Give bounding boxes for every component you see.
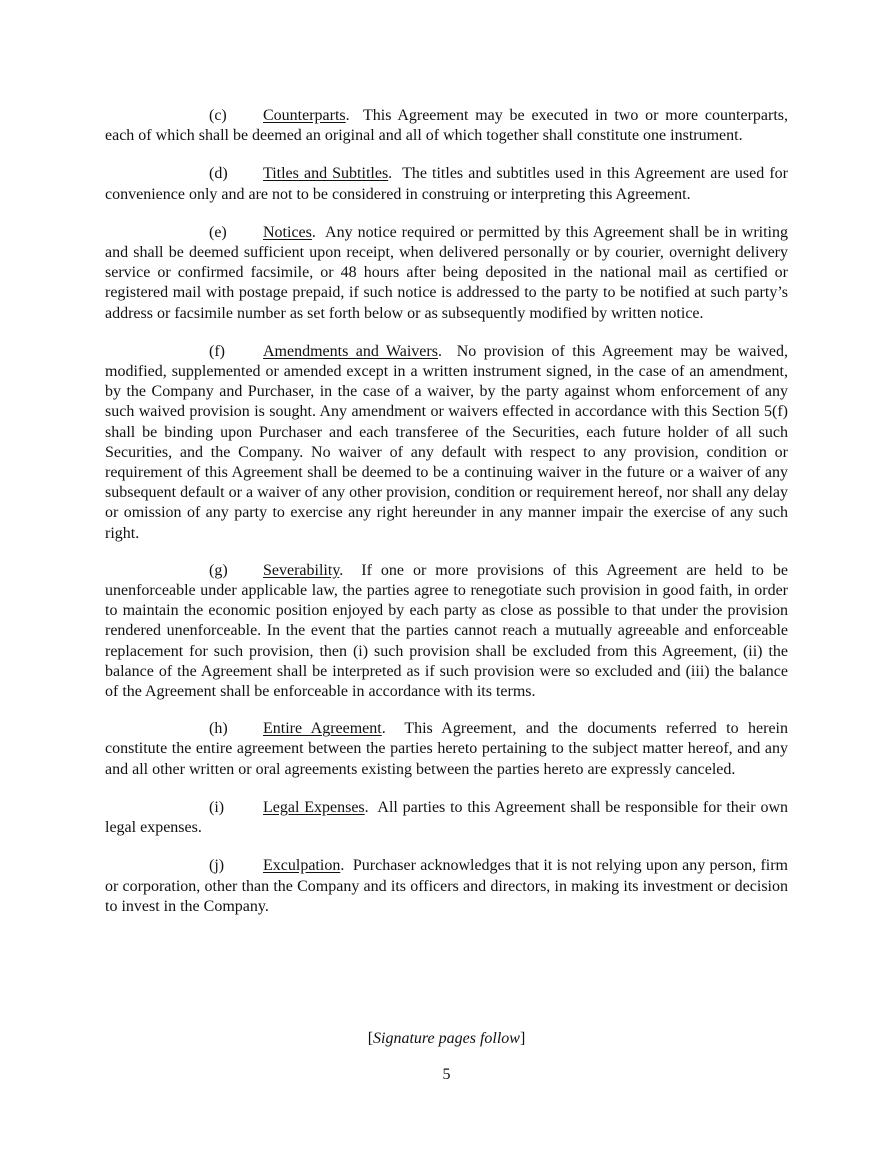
section-number: (h) (209, 720, 228, 738)
section-heading: Severability (263, 561, 340, 579)
section-body: This Agreement, and the documents referred to herein constitute the entire agreement between the parties hereto pertaining to the subject matter hereof, and any and all other written or oral agreements existing between the parties hereto are expressly canceled. (105, 720, 788, 778)
section-number: (i) (209, 798, 225, 816)
section-number: (f) (209, 342, 225, 360)
section-heading: Counterparts (263, 107, 346, 124)
section-i: (i) Legal Expenses. All parties to this Agreement shall be responsible for their own legal expenses. (105, 798, 788, 837)
section-g: (g) Severability. If one or more provisions of this Agreement are held to be unenforceable under applicable law, the parties agree to renegotiate such provision in good faith, in order to maintain the economic position enjoyed by each party as close as possible to that under the provision rendered unenforceable. In the event that the parties cannot reach a mutually agreeable and enforceable replacement for such provision, then (i) such provision shall be excluded from this Agreement, (ii) the balance of the Agreement shall be interpreted as if such provision were so excluded and (iii) the balance of the Agreement shall be enforceable in accordance with its terms. (105, 561, 789, 701)
section-number: (c) (209, 107, 227, 124)
section-heading: Entire Agreement (263, 720, 382, 738)
section-heading: Amendments and Waivers (263, 342, 438, 360)
section-c: (c) Counterparts. This Agreement may be executed in two or more counterparts, each of which shall be deemed an original and all of which together shall constitute one instrument. (105, 107, 788, 145)
section-number: (d) (209, 165, 228, 183)
open-bracket: [ (367, 1030, 374, 1047)
section-j: (j) Exculpation. Purchaser acknowledges that it is not relying upon any person, firm or corporation, other than the Company and its officers and directors, in making its investment or decision to invest in the Company. (105, 857, 789, 915)
section-h: (h) Entire Agreement. This Agreement, and the documents referred to herein constitute the entire agreement between the parties hereto pertaining to the subject matter hereof, and any and all other written or oral agreements existing between the parties hereto are expressly canceled. (105, 720, 788, 778)
document-body (105, 106, 788, 935)
section-number: (j) (209, 857, 225, 875)
section-number: (e) (209, 223, 227, 241)
close-bracket: ] (519, 1030, 526, 1047)
section-heading: Legal Expenses (263, 798, 365, 816)
section-body: All parties to this Agreement shall be responsible for their own legal expenses. (105, 798, 788, 837)
section-body: No provision of this Agreement may be waived, modified, supplemented or amended except in a written instrument signed, in the case of an amendment, by the Company and Purchaser, in the case of a waiver, by the party against whom enforcement of any such waived provision is sought. Any amendment or waivers effected in accordance with this Section 5(f) shall be binding upon Purchaser and each transferee of the Securities, each future holder of all such Securities, and the Company. No waiver of any default with respect to any provision, condition or requirement of this Agreement shall be deemed to be a continuing waiver in the future or a waiver of any subsequent default or a waiver of any other provision, condition or requirement hereof, nor shall any delay or omission of any party to exercise any right hereunder in any manner impair the exercise of any such right. (105, 342, 789, 542)
section-body: This Agreement may be executed in two or more counterparts, each of which shall be deemed an original and all of which together shall constitute one instrument. (105, 107, 788, 145)
section-body: If one or more provisions of this Agreement are held to be unenforceable under applicable law, the parties agree to renegotiate such provision in good faith, in order to maintain the economic position enjoyed by each party as close as possible to that under the provision rendered unenforceable. In the event that the parties cannot reach a mutually agreeable and enforceable replacement for such provision, then (i) such provision shall be excluded from this Agreement, (ii) the balance of the Agreement shall be interpreted as if such provision were so excluded and (iii) the balance of the Agreement shall be enforceable in accordance with its terms. (105, 561, 789, 701)
signature-pages-note (0, 1029, 893, 1049)
page-number: 5 (442, 1066, 451, 1083)
section-heading: Titles and Subtitles (263, 165, 389, 183)
section-heading: Exculpation (263, 857, 341, 875)
signature-pages-text: Signature pages follow (373, 1030, 520, 1047)
section-body: Purchaser acknowledges that it is not relying upon any person, firm or corporation, other than the Company and its officers and directors, in making its investment or decision to invest in the Company. (105, 857, 789, 915)
section-body: The titles and subtitles used in this Agreement are used for convenience only and are not to be considered in construing or interpreting this Agreement. (105, 165, 789, 203)
section-number: (g) (209, 561, 228, 579)
section-d: (d) Titles and Subtitles. The titles and subtitles used in this Agreement are used for convenience only and are not to be considered in construing or interpreting this Agreement. (105, 165, 789, 203)
section-heading: Notices (263, 223, 312, 241)
section-body: Any notice required or permitted by this Agreement shall be in writing and shall be deemed sufficient upon receipt, when delivered personally or by courier, overnight delivery service or confirmed facsimile, or 48 hours after being deposited in the national mail as certified or registered mail with postage prepaid, if such notice is addressed to the party to be notified at such party’s address or facsimile number as set forth below or as subsequently modified by written notice. (105, 223, 788, 322)
section-f: (f) Amendments and Waivers. No provision of this Agreement may be waived, modified, supplemented or amended except in a written instrument signed, in the case of an amendment, by the Company and Purchaser, in the case of a waiver, by the party against whom enforcement of any such waived provision is sought. Any amendment or waivers effected in accordance with this Section 5(f) shall be binding upon Purchaser and each transferee of the Securities, each future holder of all such Securities, and the Company. No waiver of any default with respect to any provision, condition or requirement of this Agreement shall be deemed to be a continuing waiver in the future or a waiver of any subsequent default or a waiver of any other provision, condition or requirement hereof, nor shall any delay or omission of any party to exercise any right hereunder in any manner impair the exercise of any such right. (105, 342, 789, 542)
section-e: (e) Notices. Any notice required or permitted by this Agreement shall be in writing and shall be deemed sufficient upon receipt, when delivered personally or by courier, overnight delivery service or confirmed facsimile, or 48 hours after being deposited in the national mail as certified or registered mail with postage prepaid, if such notice is addressed to the party to be notified at such party’s address or facsimile number as set forth below or as subsequently modified by written notice. (105, 223, 788, 322)
